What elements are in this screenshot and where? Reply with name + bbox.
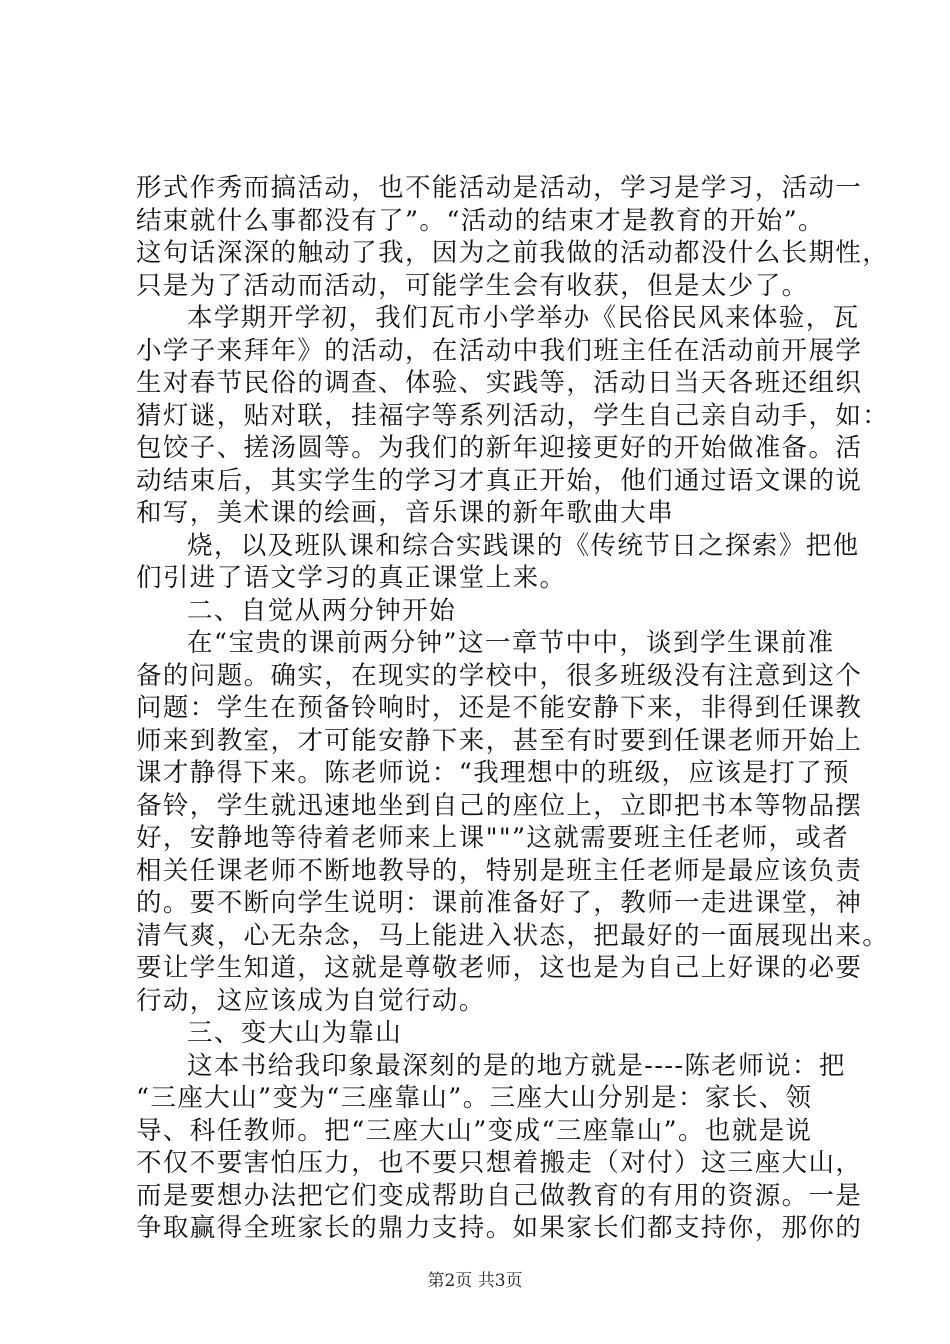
text-line: 相关任课老师不断地教导的，特别是班主任老师是最应该负责	[136, 855, 863, 886]
text-line: 不仅不要害怕压力，也不要只想着搬走（对付）这三座大山，	[136, 1148, 863, 1178]
text-line: 的。要不断向学生说明：课前准备好了，教师一走进课堂，神	[136, 888, 863, 918]
text-line: 导、科任教师。把“三座大山”变成“三座靠山”。也就是说	[136, 1115, 813, 1146]
paragraph-start-line: 在“宝贵的课前两分钟”这一章节中中，谈到学生课前准	[187, 628, 835, 658]
paragraph-start-line: 本学期开学初，我们瓦市小学举办《民俗民风来体验，瓦	[187, 303, 860, 333]
text-line: 争取赢得全班家长的鼎力支持。如果家长们都支持你，那你的	[136, 1213, 863, 1243]
text-line: 这句话深深的触动了我，因为之前我做的活动都没什么长期性，	[136, 238, 890, 268]
text-line: 小学子来拜年》的活动，在活动中我们班主任在活动前开展学	[136, 335, 863, 366]
text-line: “三座大山”变为“三座靠山”。三座大山分别是：家长、领	[136, 1083, 813, 1113]
text-line: 形式作秀而搞活动，也不能活动是活动，学习是学习，活动一	[136, 173, 863, 203]
page-number-footer: 第2页 共3页	[427, 1271, 523, 1291]
text-line: 们引进了语文学习的真正课堂上来。	[136, 563, 567, 593]
text-line: 清气爽，心无杂念，马上能进入状态，把最好的一面展现出来。	[136, 920, 890, 951]
paragraph-start-line: 烧，以及班队课和综合实践课的《传统节日之探索》把他	[187, 530, 860, 561]
text-line: 好，安静地等待着老师来上课""”这就需要班主任老师，或者	[136, 823, 850, 853]
section-heading: 二、自觉从两分钟开始	[187, 595, 457, 626]
text-line: 生对春节民俗的调查、体验、实践等，活动日当天各班还组织	[136, 368, 863, 398]
text-line: 包饺子、搓汤圆等。为我们的新年迎接更好的开始做准备。活	[136, 433, 863, 463]
text-line: 结束就什么事都没有了”。“活动的结束才是教育的开始”。	[136, 205, 825, 236]
text-line: 课才静得下来。陈老师说：“我理想中的班级，应该是打了预	[136, 758, 850, 788]
document-body	[136, 172, 890, 1245]
text-line: 备的问题。确实，在现实的学校中，很多班级没有注意到这个	[136, 660, 863, 691]
text-line: 师来到教室，才可能安静下来，甚至有时要到任课老师开始上	[136, 725, 863, 756]
text-line: 问题：学生在预备铃响时，还是不能安静下来，非得到任课教	[136, 693, 863, 723]
text-line: 要让学生知道，这就是尊敬老师，这也是为自己上好课的必要	[136, 953, 863, 983]
text-line: 而是要想办法把它们变成帮助自己做教育的有用的资源。一是	[136, 1180, 863, 1211]
text-line: 和写，美术课的绘画，音乐课的新年歌曲大串	[136, 498, 675, 528]
text-line: 只是为了活动而活动，可能学生会有收获，但是太少了。	[136, 270, 809, 301]
text-line: 备铃，学生就迅速地坐到自己的座位上，立即把书本等物品摆	[136, 790, 863, 821]
text-line: 猜灯谜，贴对联，挂福字等系列活动，学生自己亲自动手，如：	[136, 400, 890, 431]
text-line: 行动，这应该成为自觉行动。	[136, 985, 486, 1016]
paragraph-start-line: 这本书给我印象最深刻的是的地方就是----陈老师说：把	[187, 1050, 846, 1081]
section-heading: 三、变大山为靠山	[187, 1018, 403, 1048]
text-line: 动结束后，其实学生的学习才真正开始，他们通过语文课的说	[136, 465, 863, 496]
